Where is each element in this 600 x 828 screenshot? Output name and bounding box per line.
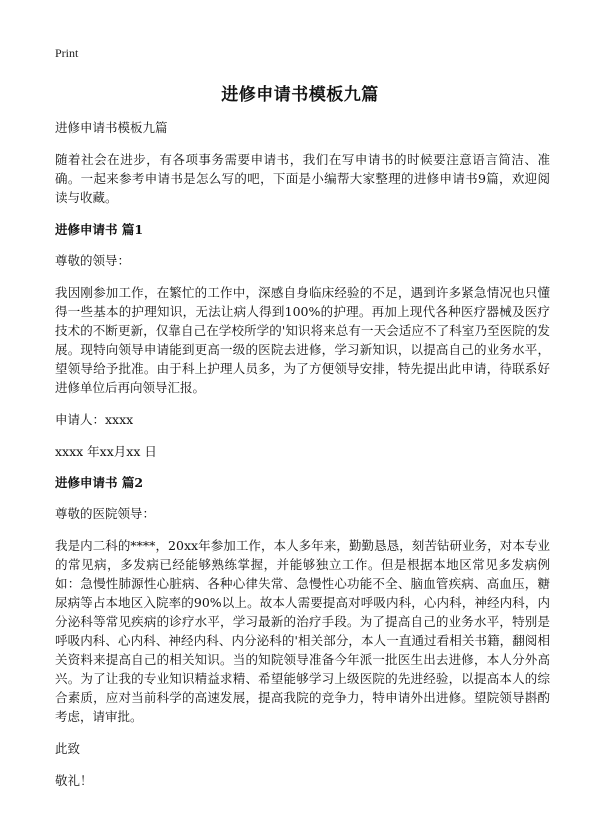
applicant-line: 申请人：xxxx <box>55 412 134 427</box>
print-link[interactable]: Print <box>55 46 79 60</box>
salutation-1: 尊敬的领导： <box>55 253 131 268</box>
body-paragraph-1: 我因刚参加工作，在繁忙的工作中，深感自身临床经验的不足，遇到许多紧急情况也只懂得一些基本的护理知识，无法让病人得到100%的护理。再加上现代各种医疗器械及医疗技术的不断更新，仅靠自己在学校所学的'知识将来总有一天会适应不了科室乃至医院的发展。现特向领导申请能到更高一级的医院去进修，学习新知识，以提高自己的业务水平，望领导给予批准。由于科上护理人员多，为了方便领导安排，特先提出此申请，待联系好进修单位后再向领导汇报。 <box>55 285 550 395</box>
date-line: xxxx 年xx月xx 日 <box>55 444 157 459</box>
page-title: 进修申请书模板九篇 <box>221 85 379 105</box>
closing-line: 此致 <box>55 741 81 756</box>
document-body <box>55 118 550 803</box>
regards-line: 敬礼！ <box>55 773 93 788</box>
body-paragraph-2: 我是内二科的****，20xx年参加工作，本人多年来，勤勤恳恳，刻苦钻研业务，对本专业的常见病，多发病已经能够熟练掌握，并能够独立工作。但是根据本地区常见多发病例如：急慢性肺源性心脏病、各种心律失常、急慢性心功能不全、脑血管疾病、高血压，糖尿病等占本地区入院率的90%以上。故本人需要提高对呼吸内科，心内科，神经内科，内分泌科等常见疾病的诊疗水平，学习最新的治疗手段。为了提高自己的业务水平，特别是呼吸内科、心内科、神经内科、内分泌科的'相关部分，本人一直通过看相关书籍，翻阅相关资料来提高自己的相关知识。当的知院领导准备今年派一批医生出去进修，本人分外高兴。为了让我的专业知识精益求精、希望能够学习上级医院的先进经验，以提高本人的综合素质，应对当前科学的高速发展，提高我院的竞争力，特申请外出进修。望院领导斟酌考虑，请审批。 <box>55 538 550 724</box>
section-heading-1: 进修申请书 篇1 <box>55 222 144 237</box>
intro-paragraph: 随着社会在进步，有各项事务需要申请书，我们在写申请书的时候要注意语言简洁、准确。一起来参考申请书是怎么写的吧，下面是小编帮大家整理的进修申请书9篇，欢迎阅读与收藏。 <box>55 152 550 205</box>
document-subtitle: 进修申请书模板九篇 <box>55 120 168 135</box>
salutation-2: 尊敬的医院领导： <box>55 506 156 521</box>
section-heading-2: 进修申请书 篇2 <box>55 475 144 490</box>
